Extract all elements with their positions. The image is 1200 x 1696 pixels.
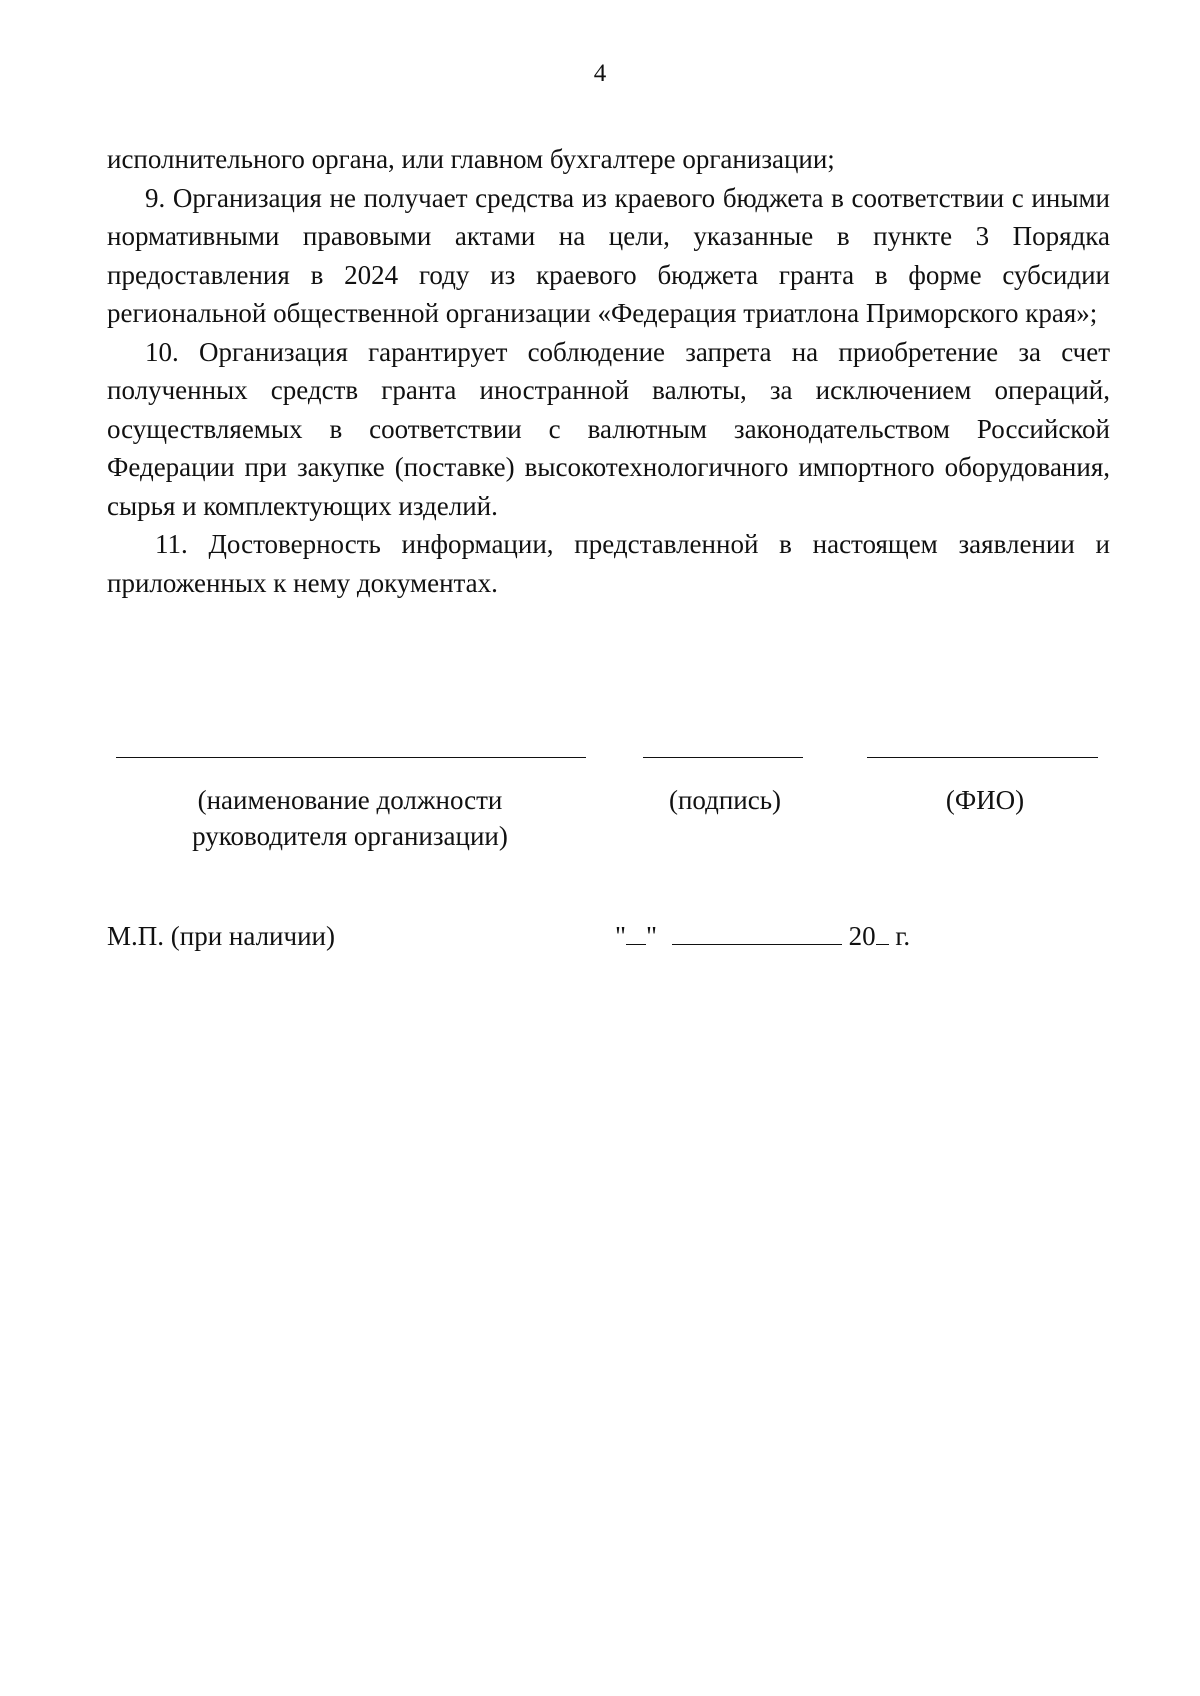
position-caption: (наименование должности руководителя организации) [192,785,508,851]
paragraph-continuation: исполнительного органа, или главном бухгалтере организации; [107,144,835,174]
signature-line [643,757,803,758]
date-year-suffix: г. [888,921,911,951]
paragraph-10: 10. Организация гарантирует соблюдение запрета на приобретение за счет полученных средств гранта иностранной валюты, за исключением операций, осуществляемых в соответствии с валютным законодательством Российской Федерации при закупке (поставке) высокотехнологичного импортного оборудования, сырья и комплектующих изделий. [107,336,1110,521]
date-year-blank [876,944,889,945]
date-open-quote: " [615,921,627,951]
page-number: 4 [593,60,607,87]
document-body [107,140,1110,602]
date-month-blank [672,944,842,945]
paragraph-11: 11. Достоверность информации, представленной в настоящем заявлении и приложенных к нему документах. [107,529,1110,598]
date-day-blank [626,944,646,945]
name-caption: (ФИО) [945,785,1025,815]
name-signature-line [867,757,1098,758]
date-year-prefix: 20 [848,921,876,951]
date-close-quote: " [646,921,658,951]
position-signature-line [116,757,586,758]
date-line [615,921,910,952]
stamp-label: М.П. (при наличии) [107,921,335,951]
paragraph-9: 9. Организация не получает средства из краевого бюджета в соответствии с иными нормативными правовыми актами на цели, указанные в пункте 3 Порядка предоставления в 2024 году из краевого бюджета гранта в форме субсидии региональной общественной организации «Федерация триатлона Приморского края»; [107,182,1110,328]
signature-caption: (подпись) [668,785,782,815]
